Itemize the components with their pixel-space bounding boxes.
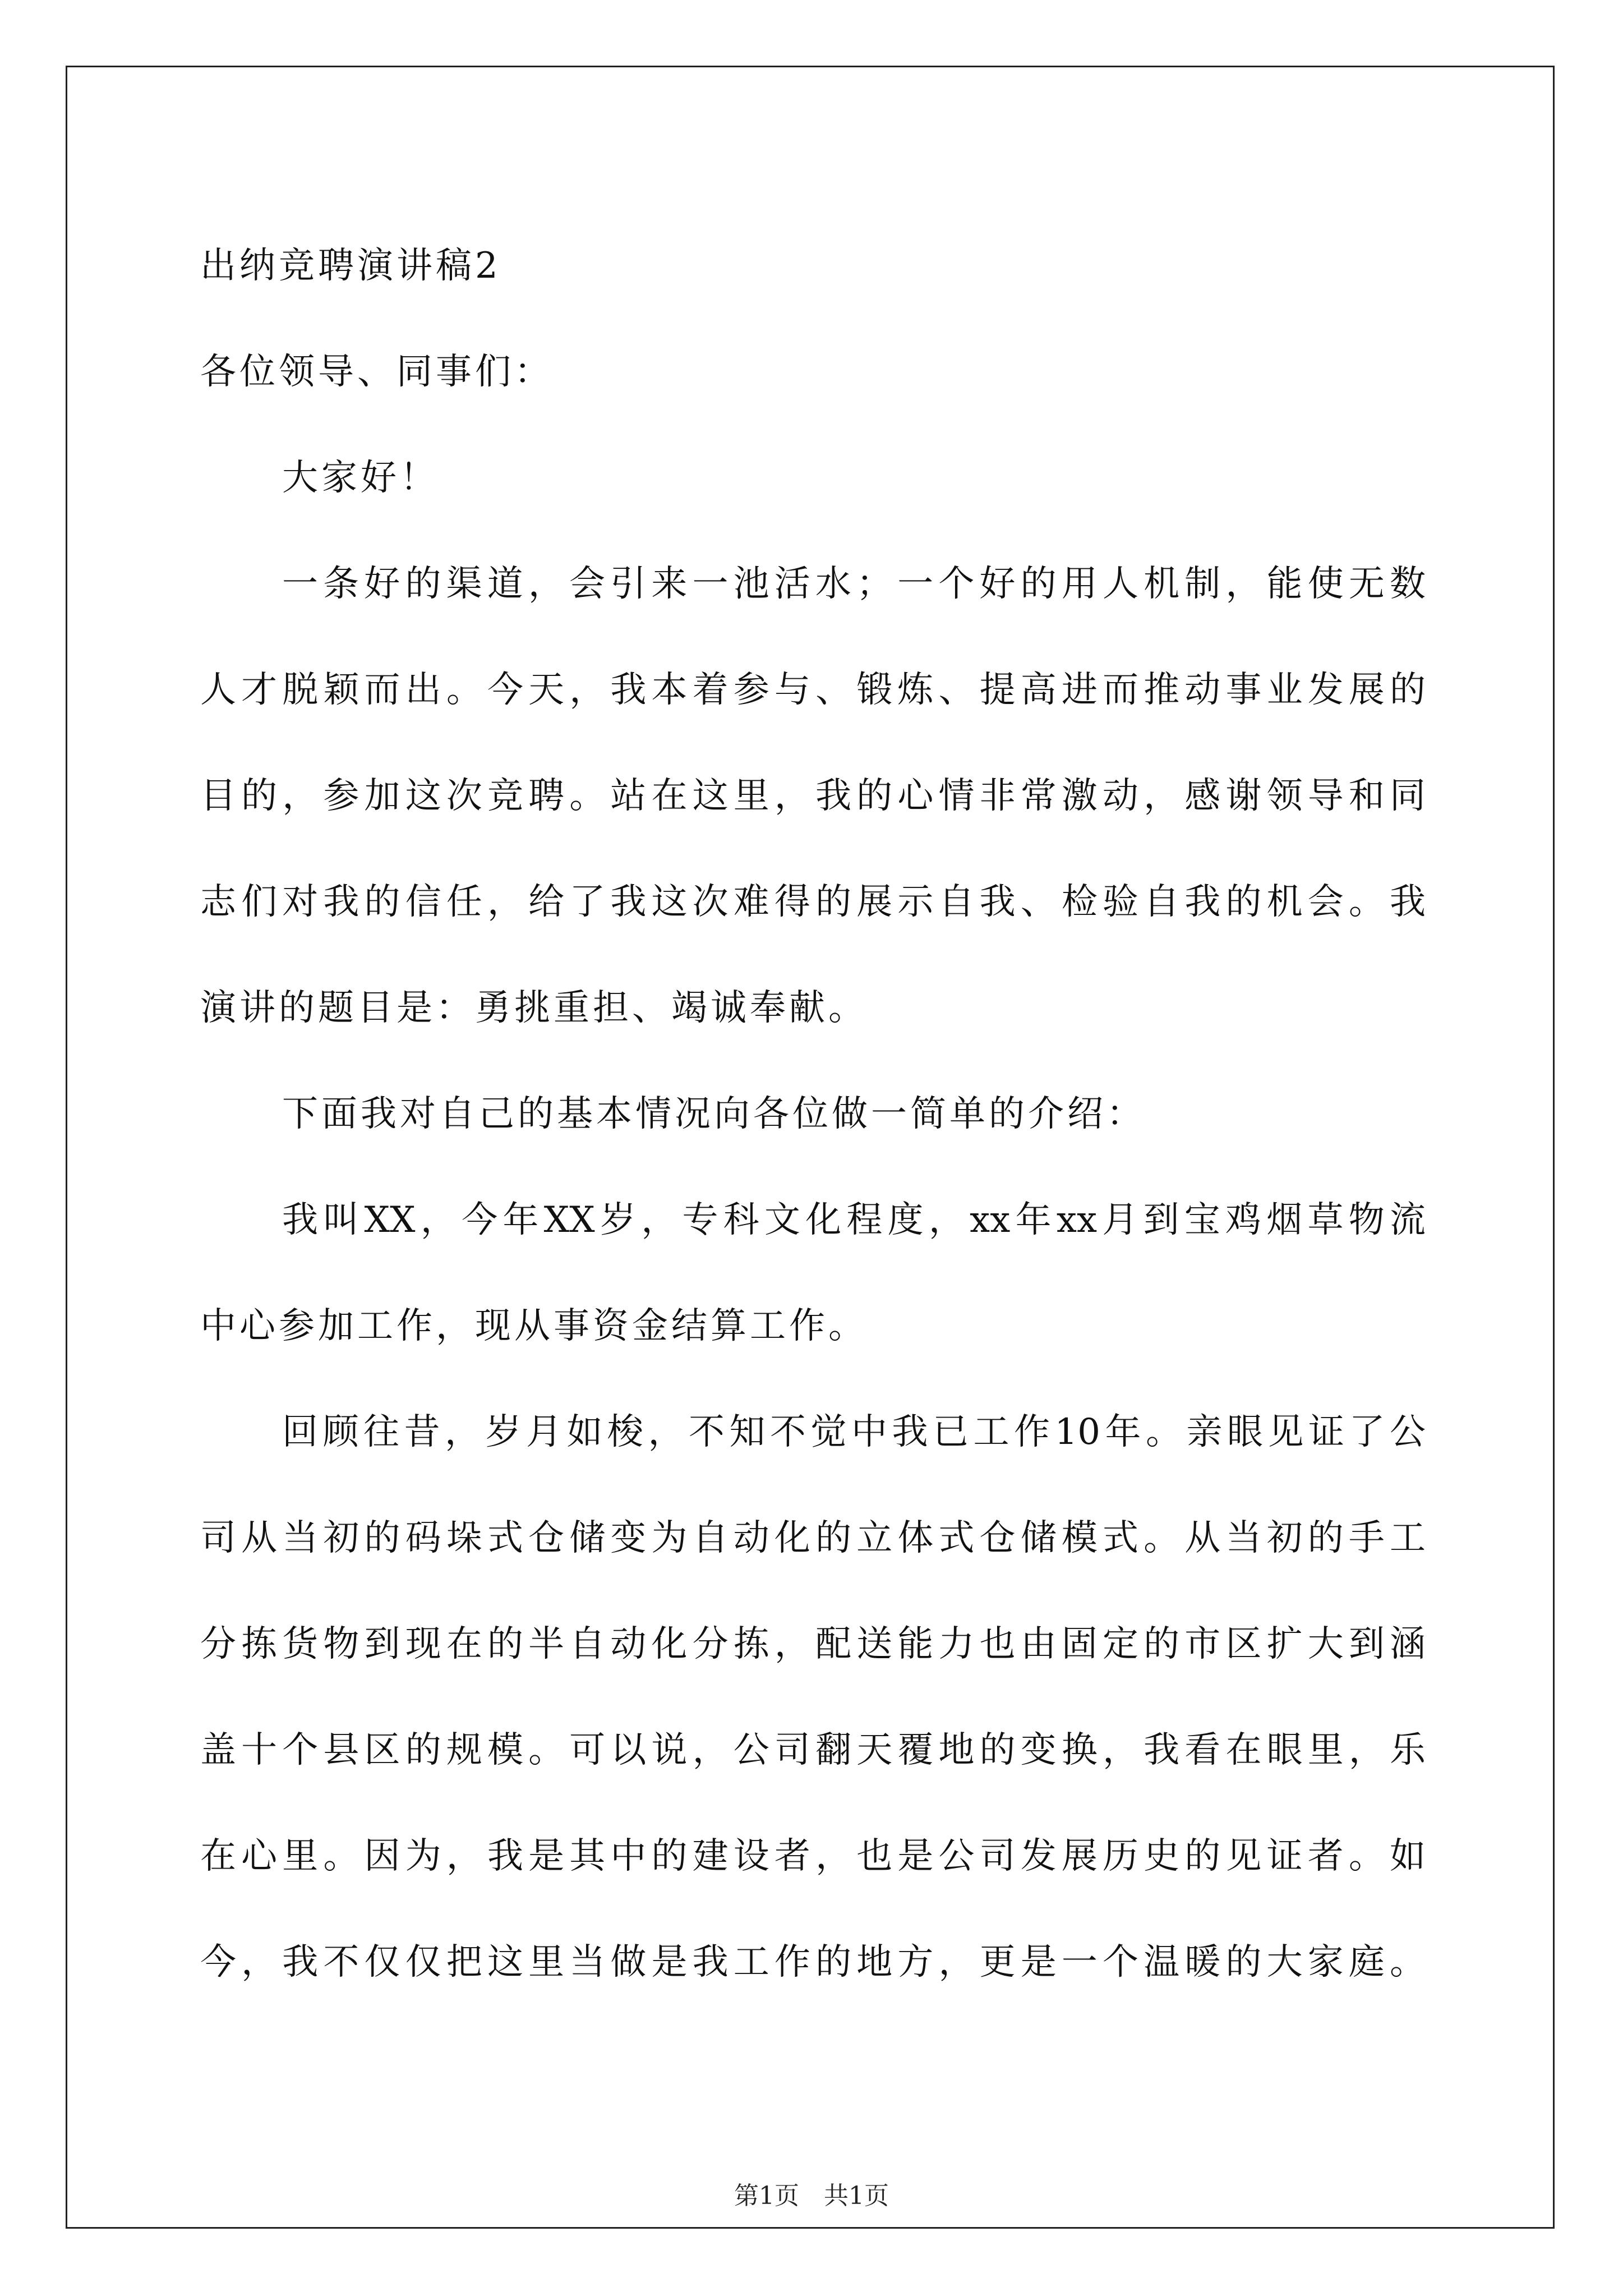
paragraph-line: 志们对我的信任，给了我这次难得的展示自我、检验自我的机会。我 — [200, 881, 1426, 923]
paragraph-line: 一条好的渠道，会引来一池活水；一个好的用人机制，能使无数 — [282, 563, 1426, 605]
paragraph-line: 盖十个县区的规模。可以说，公司翻天覆地的变换，我看在眼里，乐 — [200, 1729, 1426, 1771]
paragraph-line: 在心里。因为，我是其中的建设者，也是公司发展历史的见证者。如 — [200, 1835, 1426, 1877]
paragraph-line: 人才脱颖而出。今天，我本着参与、锻炼、提高进而推动事业发展的 — [200, 669, 1426, 711]
greeting: 大家好！ — [282, 457, 439, 499]
paragraph-line: 我叫XX，今年XX岁，专科文化程度，xx年xx月到宝鸡烟草物流 — [282, 1199, 1426, 1241]
paragraph-line: 中心参加工作，现从事资金结算工作。 — [200, 1305, 868, 1347]
document-body — [200, 213, 1426, 2016]
paragraph-line: 回顾往昔，岁月如梭，不知不觉中我已工作10年。亲眼见证了公 — [282, 1411, 1426, 1453]
salutation: 各位领导、同事们： — [200, 351, 554, 393]
paragraph-line: 司从当初的码垛式仓储变为自动化的立体式仓储模式。从当初的手工 — [200, 1517, 1426, 1559]
paragraph-line: 分拣货物到现在的半自动化分拣，配送能力也由固定的市区扩大到涵 — [200, 1623, 1426, 1665]
paragraph-line: 演讲的题目是：勇挑重担、竭诚奉献。 — [200, 987, 868, 1029]
page-footer: 第1页 共1页 — [734, 2182, 889, 2210]
paragraph-line: 今，我不仅仅把这里当做是我工作的地方，更是一个温暖的大家庭。 — [200, 1941, 1426, 1983]
document-title: 出纳竞聘演讲稿2 — [200, 245, 501, 287]
paragraph-line: 下面我对自己的基本情况向各位做一简单的介绍： — [282, 1093, 1146, 1135]
paragraph-line: 目的，参加这次竞聘。站在这里，我的心情非常激动，感谢领导和同 — [200, 775, 1426, 817]
